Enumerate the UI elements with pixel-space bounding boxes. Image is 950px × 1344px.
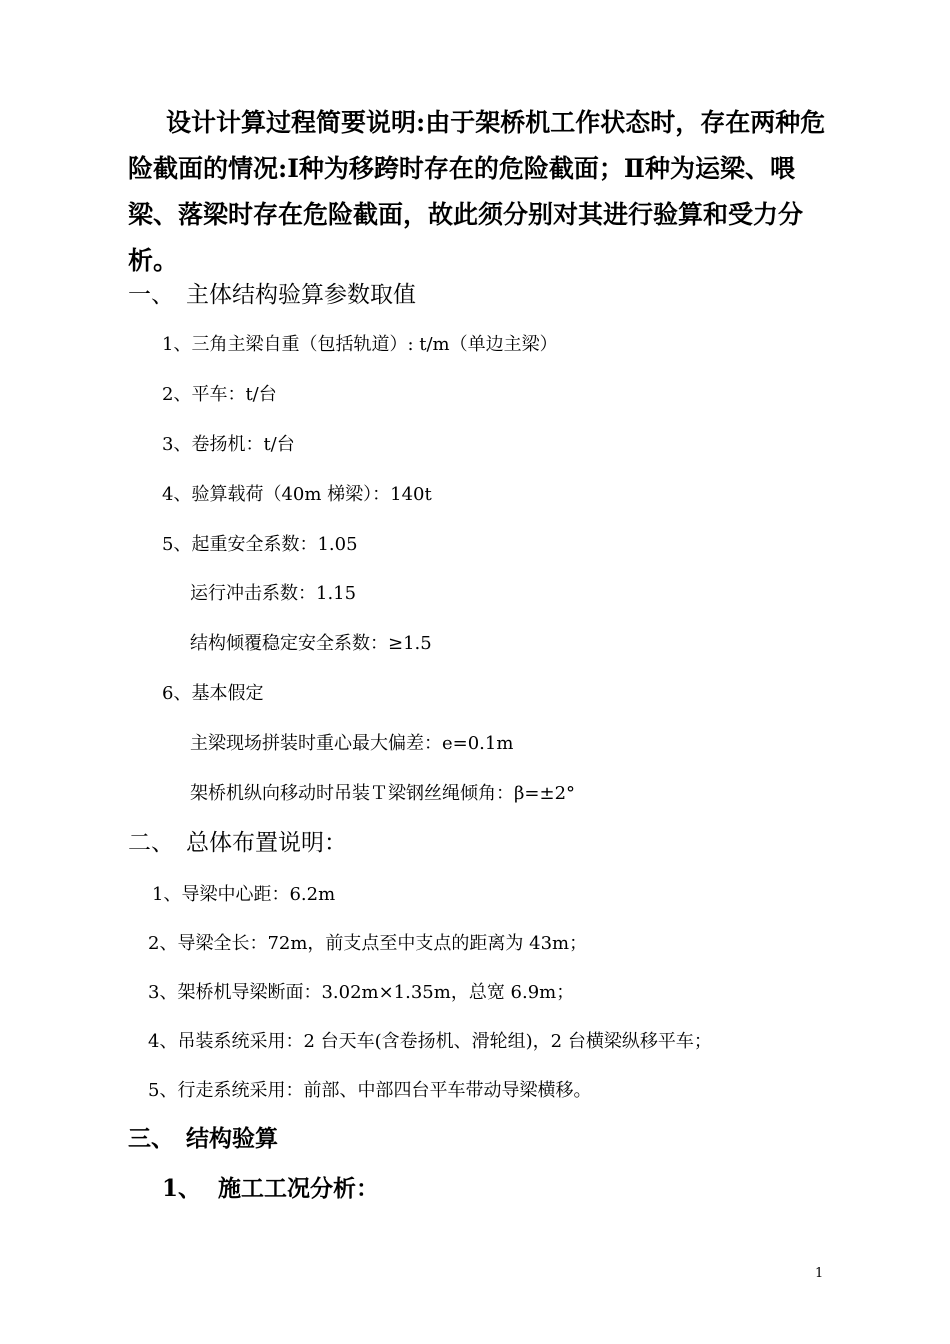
subsection-heading (162, 1170, 379, 1203)
section-1-number: 一、 (128, 282, 174, 308)
list-item: 1、三角主梁自重（包括轨道）: t/m（单边主梁） (162, 334, 558, 355)
list-item: 结构倾覆稳定安全系数：≥1.5 (190, 633, 432, 654)
list-item: 4、验算载荷（40m 梯梁）：140t (162, 484, 432, 505)
list-item: 1、导梁中心距：6.2m (152, 884, 336, 905)
section-2-heading (128, 824, 347, 857)
list-item: 2、平车：t/台 (162, 384, 277, 405)
list-item: 运行冲击系数：1.15 (190, 583, 357, 604)
subsection-title: 施工工况分析： (218, 1175, 379, 1202)
list-item: 2、导梁全长：72m，前支点至中支点的距离为 43m； (148, 933, 588, 954)
list-item: 5、行走系统采用：前部、中部四台平车带动导梁横移。 (148, 1080, 592, 1101)
list-item: 主梁现场拼装时重心最大偏差：e=0.1m (190, 733, 514, 754)
list-item: 5、起重安全系数：1.05 (162, 534, 358, 555)
list-item: 3、架桥机导梁断面：3.02m×1.35m，总宽 6.9m； (148, 982, 575, 1003)
list-item: 3、卷扬机：t/台 (162, 434, 295, 455)
section-1-title: 主体结构验算参数取值 (186, 282, 416, 308)
page-number: 1 (815, 1266, 824, 1281)
section-1-heading (128, 276, 416, 309)
section-3-number: 三、 (128, 1125, 174, 1152)
section-2-title: 总体布置说明： (186, 830, 347, 856)
intro-paragraph: 设计计算过程简要说明:由于架桥机工作状态时，存在两种危险截面的情况:Ⅰ种为移跨时存在的危险截面；Ⅱ种为运梁、喂梁、落梁时存在危险截面，故此须分别对其进行验算和受力分析。 (128, 108, 826, 275)
list-item: 6、基本假定 (162, 683, 264, 704)
section-3-title: 结构验算 (186, 1125, 278, 1152)
section-3-heading (128, 1120, 278, 1153)
list-item: 4、吊装系统采用：2 台天车(含卷扬机、滑轮组)，2 台横梁纵移平车； (148, 1031, 712, 1052)
section-2-number: 二、 (128, 830, 174, 856)
list-item: 架桥机纵向移动时吊装Ｔ梁钢丝绳倾角：β=±2° (190, 783, 576, 804)
subsection-number: 1、 (162, 1175, 202, 1202)
